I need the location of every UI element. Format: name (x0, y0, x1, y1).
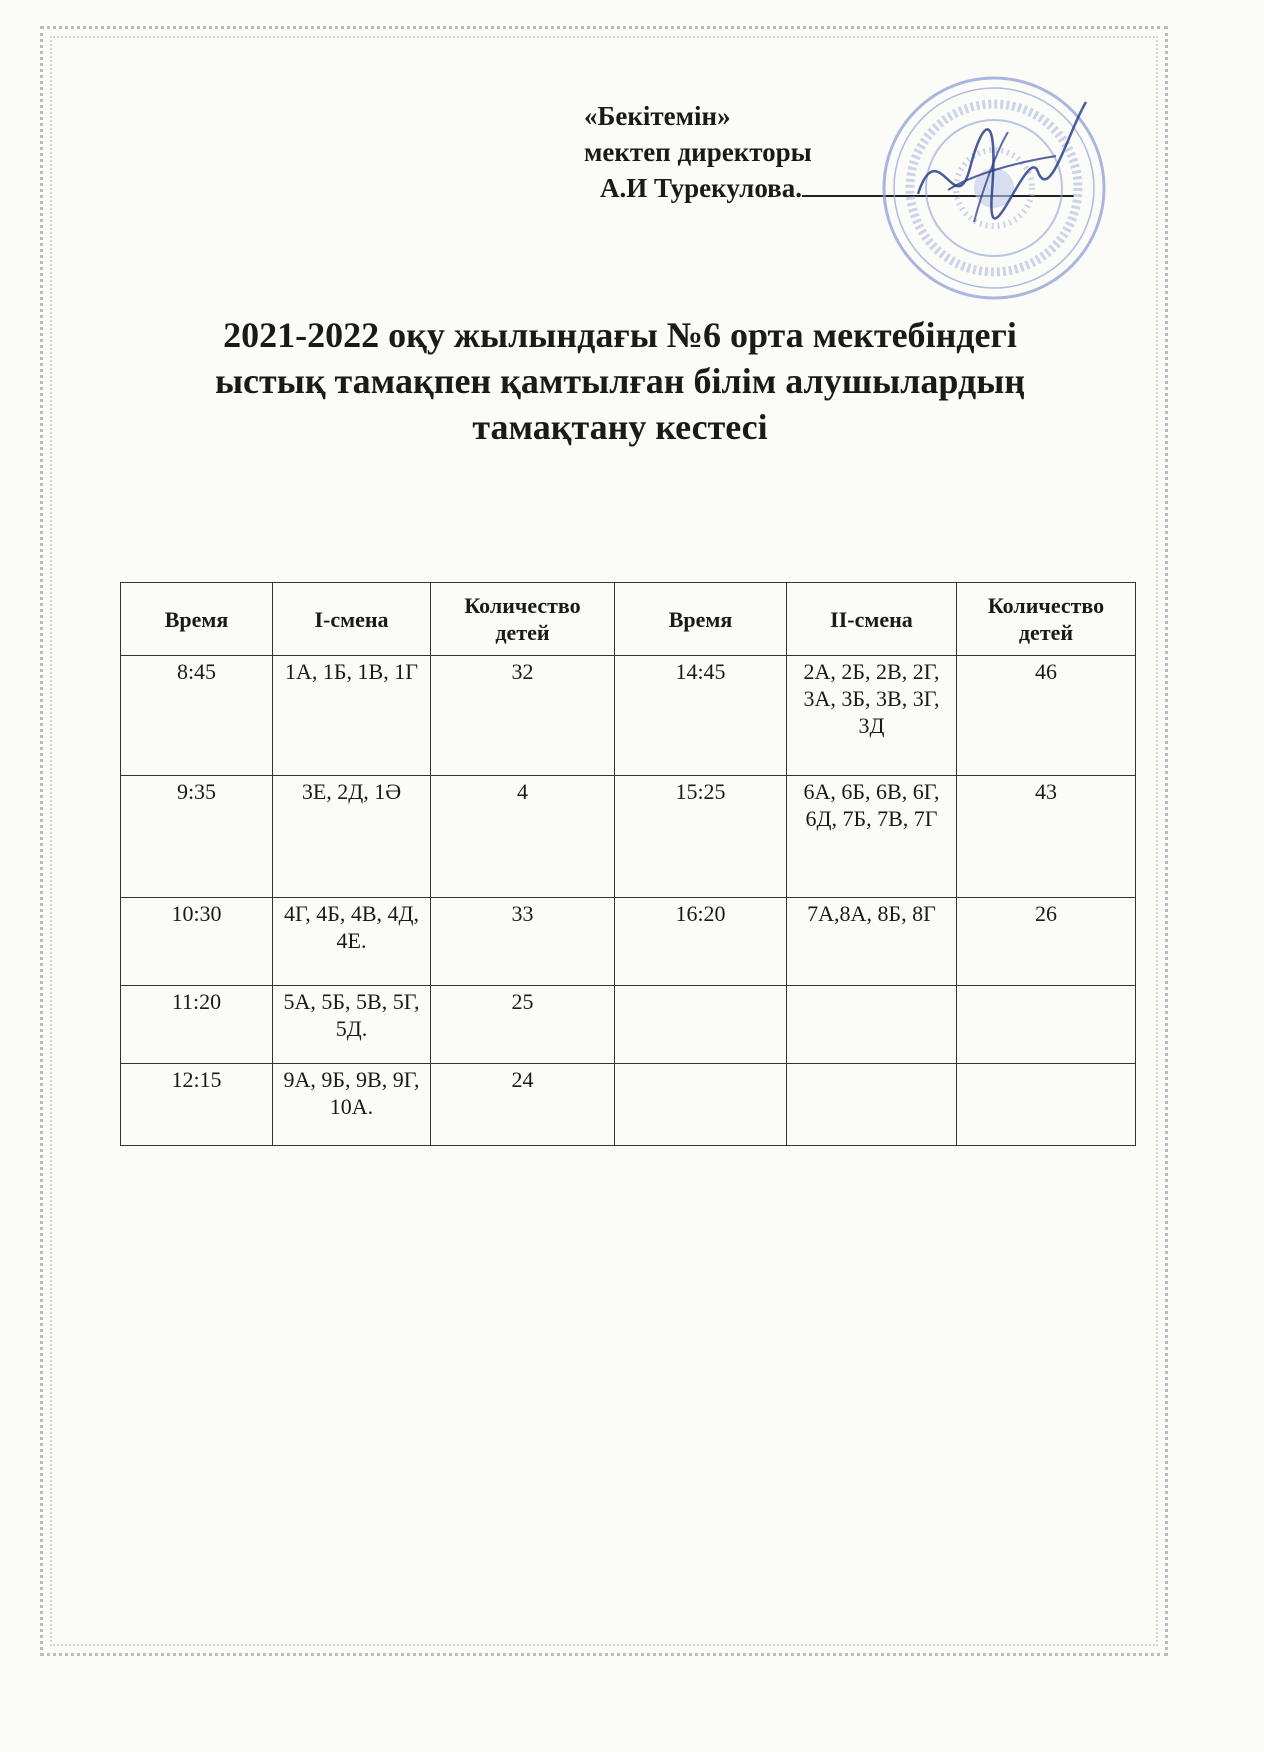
cell-time-2: 15:25 (615, 776, 787, 898)
approval-position: мектеп директоры (584, 137, 812, 167)
cell-classes-2: 7А,8А, 8Б, 8Г (787, 898, 957, 986)
cell-count-2: 46 (957, 656, 1136, 776)
document-title (110, 312, 1130, 450)
cell-count-2: 26 (957, 898, 1136, 986)
header-time-1: Время (121, 583, 273, 656)
cell-time-2 (615, 1064, 787, 1146)
cell-time-1: 11:20 (121, 986, 273, 1064)
cell-count-1: 33 (431, 898, 615, 986)
director-name: А.И Турекулова. (600, 173, 802, 203)
table-row (121, 656, 1136, 776)
cell-classes-1: 9А, 9Б, 9В, 9Г, 10А. (273, 1064, 431, 1146)
cell-classes-2: 2А, 2Б, 2В, 2Г, 3А, 3Б, 3В, 3Г, 3Д (787, 656, 957, 776)
header-shift-2: II-смена (787, 583, 957, 656)
header-time-2: Время (615, 583, 787, 656)
cell-count-1: 4 (431, 776, 615, 898)
cell-classes-1: 1А, 1Б, 1В, 1Г (273, 656, 431, 776)
table-row (121, 898, 1136, 986)
cell-count-2 (957, 1064, 1136, 1146)
title-line-2: ыстық тамақпен қамтылған білім алушылардың (214, 361, 1026, 401)
cell-time-1: 12:15 (121, 1064, 273, 1146)
cell-count-1: 32 (431, 656, 615, 776)
header-shift-1: I-смена (273, 583, 431, 656)
table-row (121, 776, 1136, 898)
cell-classes-2: 6А, 6Б, 6В, 6Г, 6Д, 7Б, 7В, 7Г (787, 776, 957, 898)
table-header-row (121, 583, 1136, 656)
title-line-3: тамақтану кестесі (472, 407, 768, 447)
table-row (121, 1064, 1136, 1146)
cell-classes-1: 4Г, 4Б, 4В, 4Д, 4Е. (273, 898, 431, 986)
cell-count-1: 25 (431, 986, 615, 1064)
header-count-2: Количество детей (957, 583, 1136, 656)
cell-classes-1: 3Е, 2Д, 1Ә (273, 776, 431, 898)
cell-time-2: 16:20 (615, 898, 787, 986)
cell-classes-1: 5А, 5Б, 5В, 5Г, 5Д. (273, 986, 431, 1064)
cell-count-2 (957, 986, 1136, 1064)
cell-time-2 (615, 986, 787, 1064)
cell-count-2: 43 (957, 776, 1136, 898)
cell-classes-2 (787, 986, 957, 1064)
cell-time-1: 9:35 (121, 776, 273, 898)
meal-schedule-table (120, 582, 1136, 1146)
header-count-1: Количество детей (431, 583, 615, 656)
cell-time-1: 8:45 (121, 656, 273, 776)
cell-classes-2 (787, 1064, 957, 1146)
cell-time-2: 14:45 (615, 656, 787, 776)
cell-time-1: 10:30 (121, 898, 273, 986)
school-seal (878, 72, 1110, 304)
approval-heading: «Бекітемін» (584, 101, 731, 131)
cell-count-1: 24 (431, 1064, 615, 1146)
table-row (121, 986, 1136, 1064)
title-line-1: 2021-2022 оқу жылындағы №6 орта мектебіндегі (223, 315, 1017, 355)
